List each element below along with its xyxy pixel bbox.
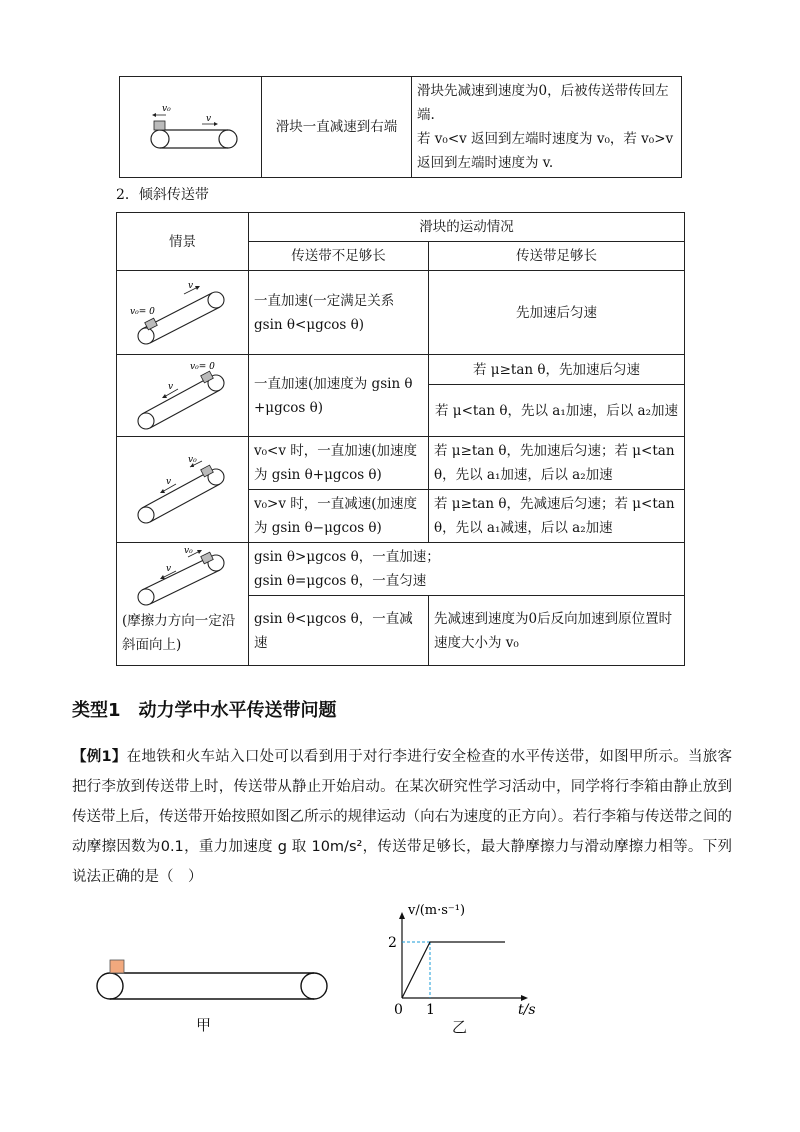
x-axis-arrow [521,995,528,1001]
short-cell: v₀<v 时，一直加速(加速度为 gsin θ+μgcos θ) [249,437,429,490]
y-axis-arrow [399,912,405,919]
v-label: v [187,280,193,291]
header-short: 传送带不足够长 [249,242,429,271]
x-tick-label: 0 [394,1002,403,1018]
case-line: gsin θ>μgcos θ，一直加速； [254,549,440,565]
long-cell: 若 μ≥tan θ，先减速后匀速；若 μ<tan θ，先以 a₁减速，后以 a₂加速 [429,490,685,543]
example-text: 在地铁和火车站入口处可以看到用于对行李进行安全检查的水平传送带，如图甲所示。当旅客把行李放到传送带上时，传送带从静止开始启动。在某次研究性学习活动中，同学将行李箱由静止放到传送带上后，传送带开始按照如图乙所示的规律运动（向右为速度的正方向）。若行李箱与传送带之间的动摩擦因数为0.1，重力加速度 g 取 10m/s²，传送带足够长，最大静摩擦力与滑动摩擦力相等。下列说法正确的是（ ） [72,749,732,885]
vt-plot [388,903,536,1018]
v-label: v [165,564,171,574]
type-title: 类型1 动力学中水平传送带问题 [72,700,337,721]
friction-note: (摩擦力方向一定沿斜面向上) [122,613,236,653]
desc-line-1: 滑块先减速到速度为0，后被传送带传回左端. [417,83,669,123]
x-tick-label: 1 [426,1002,435,1018]
table-row [117,213,685,242]
v0-label: v₀ [187,454,197,465]
short-cell [249,543,685,596]
long-cell: 先加速后匀速 [429,271,685,355]
luggage-box [110,960,124,973]
long-cell: 若 μ≥tan θ，先加速后匀速 [429,355,685,385]
scene-cell [117,437,249,543]
incline-belt-diagram [128,359,238,433]
horizontal-belt-table [119,76,682,178]
v-label: v [205,114,211,124]
y-tick-label: 2 [388,935,397,951]
desc-cell [412,77,682,178]
v0-label: v₀ [183,547,193,556]
v-label: v [165,476,171,487]
table-row [117,271,685,355]
example-paragraph [72,742,732,892]
table-row [117,355,685,385]
header-motion: 滑块的运动情况 [249,213,685,242]
conveyor-belt-figure [88,950,338,1010]
case-cell: 滑块一直减速到右端 [262,77,412,178]
table-row [117,543,685,596]
horizontal-belt-diagram [136,97,246,157]
scene-cell [117,355,249,437]
long-cell: 若 μ<tan θ，先以 a₁加速，后以 a₂加速 [429,385,685,437]
v0-label: v₀= 0 [189,361,215,372]
inclined-belt-table [116,212,685,666]
table-row [117,437,685,490]
scene-cell [117,543,249,666]
short-cell: 一直加速(加速度为 gsin θ +μgcos θ) [249,355,429,437]
short-cell: 一直加速(一定满足关系 gsin θ<μgcos θ) [249,271,429,355]
section-heading: 2．倾斜传送带 [116,187,209,203]
y-axis-label: v/(m·s⁻¹) [408,903,466,918]
v-label: v [167,381,173,392]
short-cell: gsin θ<μgcos θ，一直减速 [249,596,429,666]
desc-line-2: 若 v₀<v 返回到左端时速度为 v₀，若 v₀>v 返回到左端时速度为 v. [417,131,674,171]
series-line [402,942,505,998]
table-row [120,77,682,178]
long-cell: 先减速到速度为0后反向加速到原位置时速度大小为 v₀ [429,596,685,666]
incline-belt-diagram [128,278,238,348]
vt-graph [378,898,538,1022]
scene-cell [117,271,249,355]
incline-belt-diagram [128,547,238,609]
x-axis-label: t/s [518,1002,536,1018]
header-long: 传送带足够长 [429,242,685,271]
example-tag: 【例1】 [72,749,127,765]
v0-label: v₀= 0 [129,306,155,317]
short-cell: v₀>v 时，一直减速(加速度为 gsin θ−μgcos θ) [249,490,429,543]
case-line: gsin θ=μgcos θ，一直匀速 [254,573,427,589]
scene-cell [120,77,262,178]
incline-belt-diagram [128,453,238,527]
figure-label-yi: 乙 [452,1018,468,1036]
long-cell: 若 μ≥tan θ，先加速后匀速；若 μ<tan θ，先以 a₁加速，后以 a₂加速 [429,437,685,490]
v0-label: v₀ [161,104,171,114]
figure-label-jia: 甲 [196,1016,212,1034]
header-scene: 情景 [117,213,249,271]
